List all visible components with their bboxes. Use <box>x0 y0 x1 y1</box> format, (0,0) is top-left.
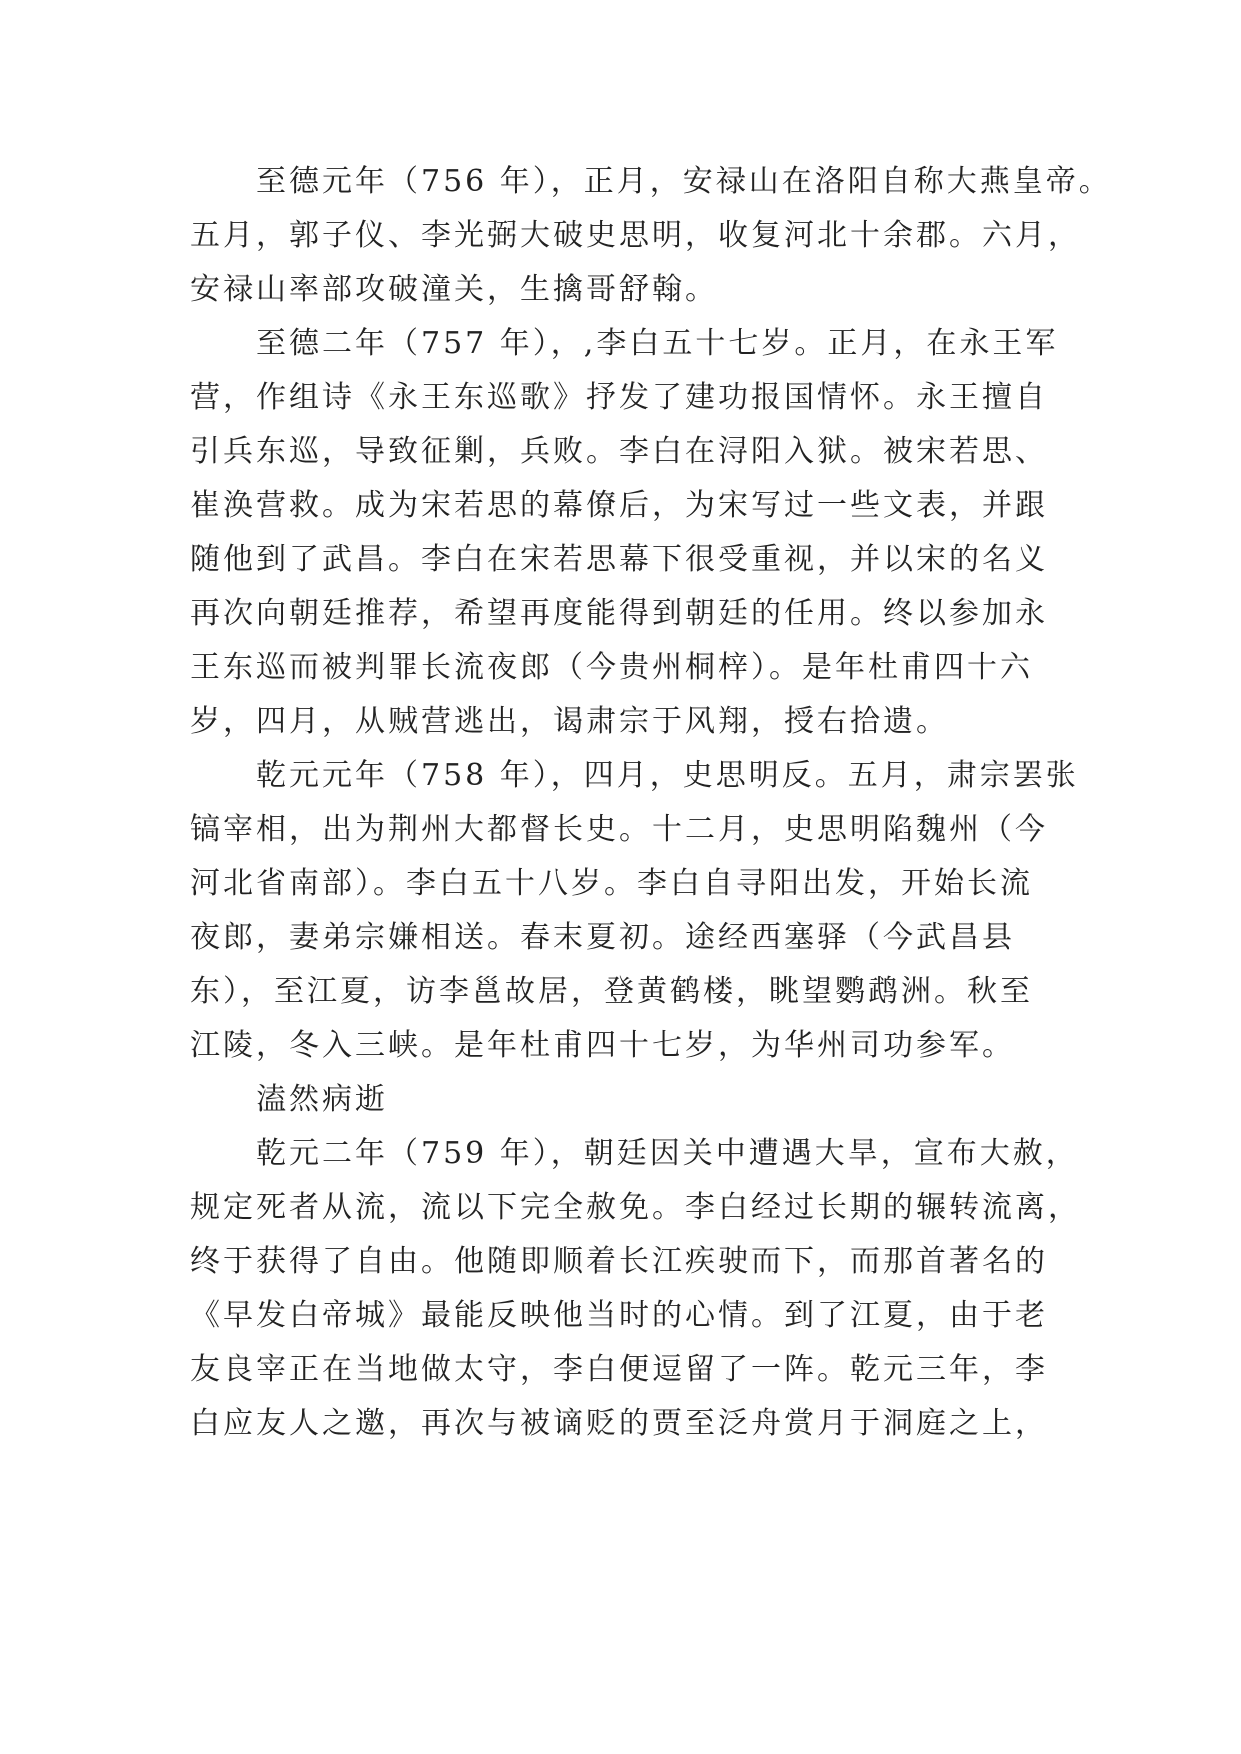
text-line: 夜郎，妻弟宗嫌相送。春末夏初。途经西塞驿（今武昌县 <box>190 920 1015 955</box>
text-line: 乾元二年（759 年），朝廷因关中遭遇大旱，宣布大赦， <box>256 1136 1079 1171</box>
text-line: 江陵，冬入三峡。是年杜甫四十七岁，为华州司功参军。 <box>190 1028 1015 1063</box>
text-line: 镐宰相，出为荆州大都督长史。十二月，史思明陷魏州（今 <box>190 812 1048 847</box>
paragraph-4 <box>190 1127 1081 1451</box>
text-line: 随他到了武昌。李白在宋若思幕下很受重视，并以宋的名义 <box>190 542 1048 577</box>
text-line: 安禄山率部攻破潼关，生擒哥舒翰。 <box>190 272 718 307</box>
text-line: 再次向朝廷推荐，希望再度能得到朝廷的任用。终以参加永 <box>190 596 1048 631</box>
text-line: 王东巡而被判罪长流夜郎（今贵州桐梓）。是年杜甫四十六 <box>190 650 1033 685</box>
text-line: 白应友人之邀，再次与被谪贬的贾至泛舟赏月于洞庭之上， <box>190 1406 1048 1441</box>
text-line: 终于获得了自由。他随即顺着长江疾驶而下，而那首著名的 <box>190 1244 1048 1279</box>
section-heading <box>190 1073 1070 1127</box>
text-line: 乾元元年（758 年），四月，史思明反。五月，肃宗罢张 <box>256 758 1079 793</box>
text-line: 营，作组诗《永王东巡歌》抒发了建功报国情怀。永王擅自 <box>190 380 1048 415</box>
text-line: 五月，郭子仪、李光弼大破史思明，收复河北十余郡。六月， <box>190 218 1081 253</box>
text-line: 岁，四月，从贼营逃出，谒肃宗于风翔，授右拾遗。 <box>190 704 949 739</box>
text-line: 至德二年（757 年），,李白五十七岁。正月，在永王军 <box>256 326 1059 361</box>
heading-line: 溘然病逝 <box>256 1082 388 1117</box>
text-line: 引兵东巡，导致征剿，兵败。李白在浔阳入狱。被宋若思、 <box>190 434 1048 469</box>
text-line: 至德元年（756 年），正月，安禄山在洛阳自称大燕皇帝。 <box>256 164 1112 199</box>
document-body <box>190 155 1112 1451</box>
text-line: 友良宰正在当地做太守，李白便逗留了一阵。乾元三年，李 <box>190 1352 1048 1387</box>
text-line: 崔涣营救。成为宋若思的幕僚后，为宋写过一些文表，并跟 <box>190 488 1048 523</box>
text-line: 东），至江夏，访李邕故居，登黄鹤楼，眺望鹦鹉洲。秋至 <box>190 974 1033 1009</box>
text-line: 河北省南部）。李白五十八岁。李白自寻阳出发，开始长流 <box>190 866 1033 901</box>
paragraph-3 <box>190 749 1079 1073</box>
paragraph-1 <box>190 155 1112 317</box>
paragraph-2 <box>190 317 1070 749</box>
text-line: 规定死者从流，流以下完全赦免。李白经过长期的辗转流离， <box>190 1190 1081 1225</box>
text-line: 《早发白帝城》最能反映他当时的心情。到了江夏，由于老 <box>190 1298 1048 1333</box>
